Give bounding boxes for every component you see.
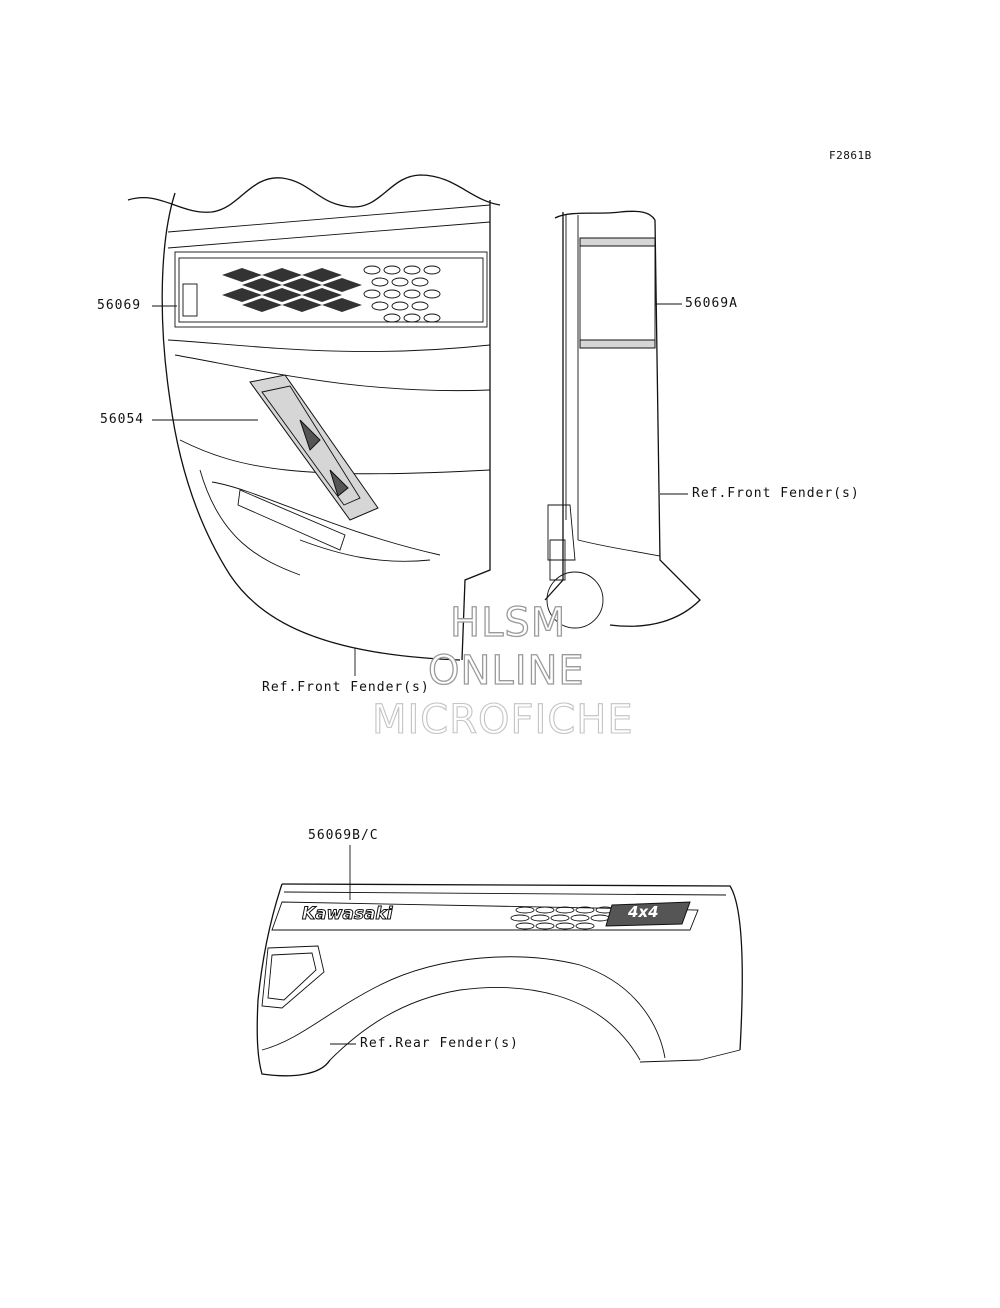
callout-56069: 56069 <box>97 298 142 313</box>
grille-decal-mesh <box>222 268 362 312</box>
callout-ref-rear-fender: Ref.Rear Fender(s) <box>360 1036 519 1051</box>
watermark-line-1: HLSM <box>450 600 567 646</box>
front-fender-left-view <box>128 175 500 660</box>
callout-ref-front-fender-right: Ref.Front Fender(s) <box>692 486 860 501</box>
callout-ref-front-fender-bottom: Ref.Front Fender(s) <box>262 680 430 695</box>
watermark-line-2: ONLINE <box>428 648 585 694</box>
callout-56069BC: 56069B/C <box>308 828 379 843</box>
watermark-line-3: MICROFICHE <box>372 697 634 743</box>
front-fender-side-view <box>545 211 700 628</box>
rear-decal-mesh <box>511 907 614 929</box>
rear-decal-badge-text: 4x4 <box>628 903 659 921</box>
leader-lines <box>152 304 688 1044</box>
callout-56054: 56054 <box>100 412 145 427</box>
rear-decal-brand-text: Kawasaki <box>302 904 393 924</box>
grille-decal-ovals <box>364 266 440 322</box>
callout-56069A: 56069A <box>685 296 738 311</box>
figure-id: F2861B <box>829 149 872 162</box>
